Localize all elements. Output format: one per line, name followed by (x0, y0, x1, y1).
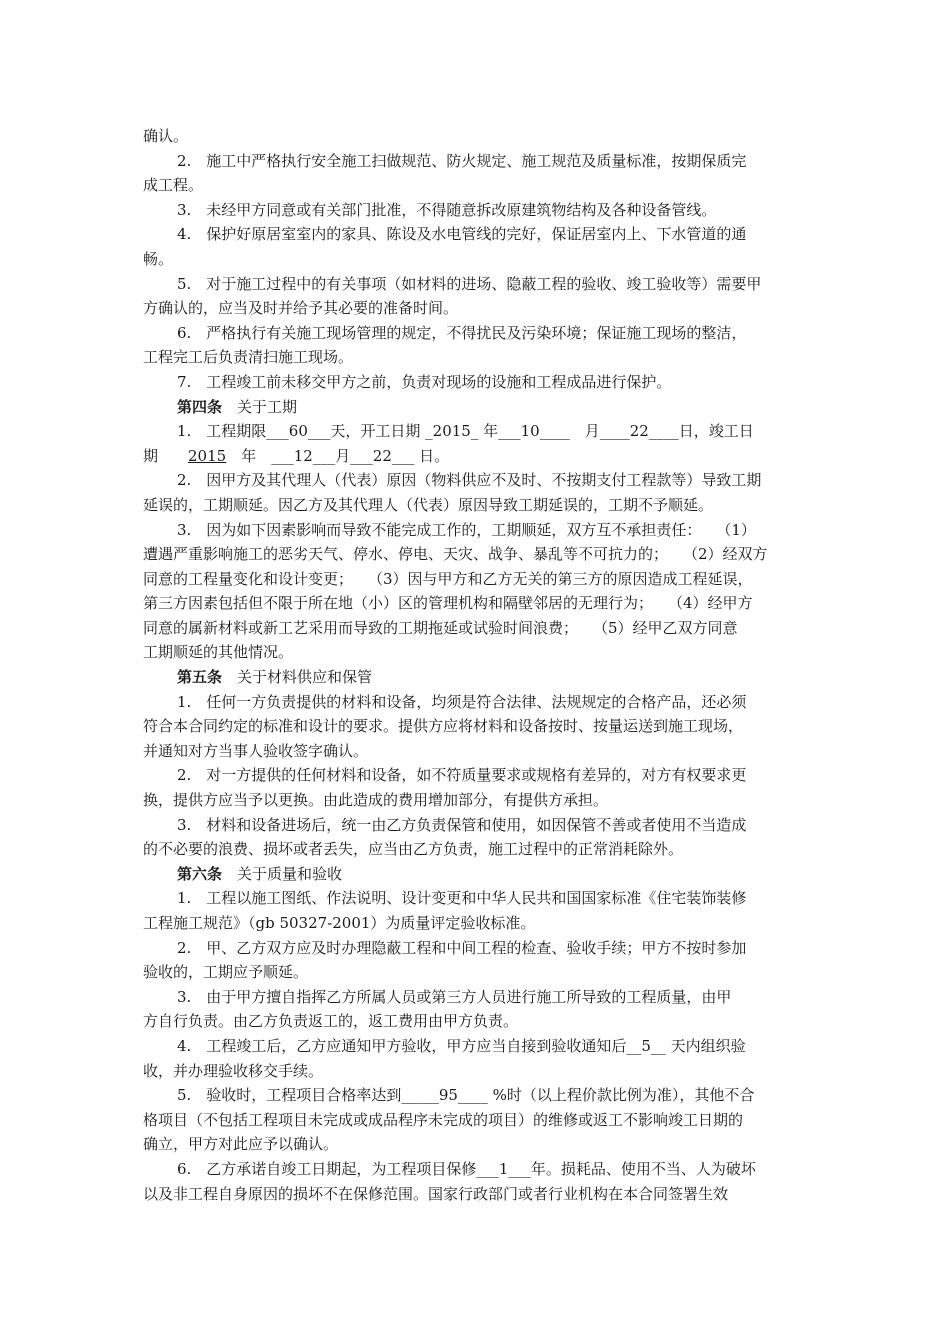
body-line: 2. 因甲方及其代理人（代表）原因（物料供应不及时、不按期支付工程款等）导致工期 (177, 471, 762, 490)
body-line: 5. 验收时，工程项目合格率达到_____95____ %时（以上程价款比例为准），其他不合 (177, 1086, 755, 1105)
article-number: 第四条 (177, 397, 223, 416)
body-line: 格项目（不包括工程项目未完成或成品程序未完成的项目）的维修或返工不影响竣工日期的 (143, 1110, 744, 1129)
body-line: 3. 未经甲方同意或有关部门批准，不得随意拆改原建筑物结构及各种设备管线。 (177, 200, 717, 219)
body-line: 并通知对方当事人验收签字确认。 (143, 741, 369, 760)
article-heading (143, 862, 813, 887)
article-6 (143, 862, 813, 1206)
document-page (143, 124, 813, 1206)
article-4 (143, 395, 813, 666)
body-line: 1. 工程期限___60___天，开工日期 _2015_ 年___10____ 月____22____日，竣工日 (177, 422, 754, 441)
body-line: 6. 乙方承诺自竣工日期起，为工程项目保修___1___年。损耗品、使用不当、人为破坏 (177, 1159, 756, 1178)
body-line: 工程完工后负责清扫施工现场。 (143, 348, 354, 367)
body-line (143, 444, 813, 469)
body-line: 4. 保护好原居室室内的家具、陈设及水电管线的完好，保证居室内上、下水管道的通 (177, 225, 747, 244)
body-line: 同意的属新材料或新工艺采用而导致的工期拖延或试验时间浪费； （5）经甲乙双方同意 (143, 618, 738, 637)
body-line: 同意的工程量变化和设计变更； （3）因与甲方和乙方无关的第三方的原因造成工程延误， (143, 569, 753, 588)
body-line: 2. 对一方提供的任何材料和设备，如不符质量要求或规格有差异的，对方有权要求更 (177, 766, 747, 785)
body-line: 2. 甲、乙方双方应及时办理隐蔽工程和中间工程的检查、验收手续；甲方不按时参加 (177, 938, 747, 957)
line-rest: 年 ___12___月___22___ 日。 (226, 446, 450, 465)
body-line: 延误的，工期顺延。因乙方及其代理人（代表）原因导致工期延误的，工期不予顺延。 (143, 495, 714, 514)
body-line: 换，提供方应当予以更换。由此造成的费用增加部分，有提供方承担。 (143, 791, 609, 810)
body-line: 工期顺延的其他情况。 (143, 643, 294, 662)
article-number: 第五条 (177, 668, 223, 687)
body-line: 1. 工程以施工图纸、作法说明、设计变更和中华人民共和国国家标准《住宅装饰装修 (177, 889, 747, 908)
body-line: 7. 工程竣工前未移交甲方之前，负责对现场的设施和工程成品进行保护。 (177, 372, 672, 391)
body-line: 验收的，工期应予顺延。 (143, 963, 309, 982)
body-line: 第三方因素包括但不限于所在地（小）区的管理机构和隔壁邻居的无理行为； （4）经甲方 (143, 594, 753, 613)
body-line: 确认。 (143, 127, 189, 145)
body-line: 收，并办理验收移交手续。 (143, 1061, 324, 1080)
body-line: 方自行负责。由乙方负责返工的，返工费用由甲方负责。 (143, 1012, 519, 1031)
body-line: 1. 任何一方负责提供的材料和设备，均须是符合法律、法规规定的合格产品，还必须 (177, 692, 747, 711)
article-5 (143, 665, 813, 862)
body-line: 成工程。 (143, 176, 204, 195)
article-heading (143, 395, 813, 420)
body-line: 6. 严格执行有关施工现场管理的规定，不得扰民及污染环境；保证施工现场的整洁， (177, 323, 747, 342)
body-line: 遭遇严重影响施工的恶劣天气、停水、停电、天灾、战争、暴乱等不可抗力的； （2）经双方 (143, 545, 768, 564)
line-prefix: 期 (143, 446, 189, 465)
underlined-year: 2015 (188, 446, 227, 465)
body-line: 5. 对于施工过程中的有关事项（如材料的进场、隐蔽工程的验收、竣工验收等）需要甲 (177, 274, 762, 293)
body-line: 的不必要的浪费、损坏或者丢失，应当由乙方负责，施工过程中的正常消耗除外。 (143, 840, 684, 859)
body-line: 4. 工程竣工后，乙方应通知甲方验收，甲方应当自接到验收通知后__5__ 天内组织验 (177, 1036, 746, 1055)
article-number: 第六条 (177, 864, 223, 883)
body-line: 工程施工规范》（gb 50327-2001）为质量评定验收标准。 (143, 914, 536, 932)
body-line: 确立，甲方对此应予以确认。 (143, 1135, 339, 1154)
body-line: 畅。 (143, 249, 174, 268)
article-title: 关于工期 (222, 397, 298, 416)
article-heading (143, 665, 813, 690)
body-line: 以及非工程自身原因的损坏不在保修范围。国家行政部门或者行业机构在本合同签署生效 (143, 1184, 729, 1203)
article-title: 关于材料供应和保管 (222, 668, 373, 687)
article-title: 关于质量和验收 (222, 864, 343, 883)
body-line: 3. 因为如下因素影响而导致不能完成工作的，工期顺延，双方互不承担责任： （1） (177, 520, 756, 539)
body-line: 3. 材料和设备进场后，统一由乙方负责保管和使用，如因保管不善或者使用不当造成 (177, 815, 747, 834)
body-line: 2. 施工中严格执行安全施工扫做规范、防火规定、施工规范及质量标准，按期保质完 (177, 151, 747, 170)
body-line: 3. 由于甲方擅自指挥乙方所属人员或第三方人员进行施工所导致的工程质量，由甲 (177, 987, 732, 1006)
article-3-continuation (143, 124, 813, 395)
body-line: 符合本合同约定的标准和设计的要求。提供方应将材料和设备按时、按量运送到施工现场， (143, 717, 744, 736)
body-line: 方确认的，应当及时并给予其必要的准备时间。 (143, 299, 459, 318)
